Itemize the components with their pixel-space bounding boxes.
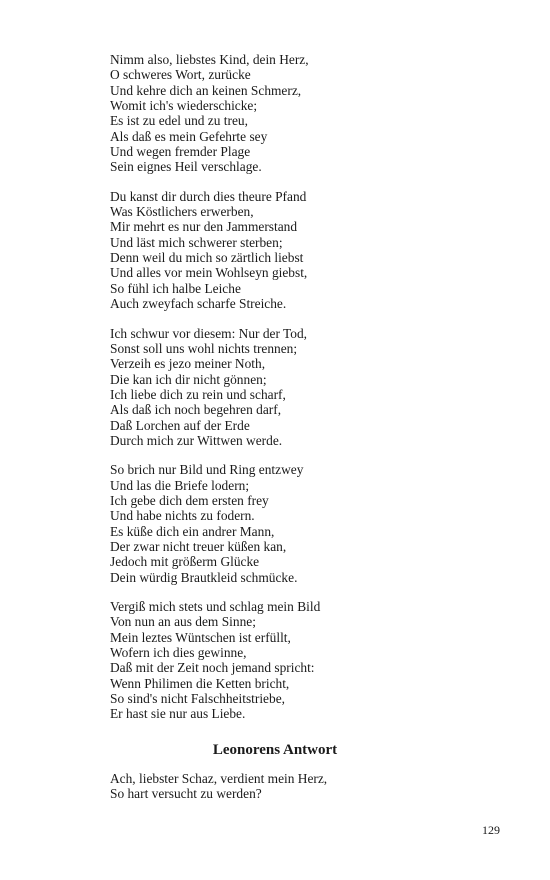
stanza-5 xyxy=(110,599,440,722)
stanza-4 xyxy=(110,462,440,585)
answer-stanza xyxy=(110,771,440,802)
poem-line: Auch zweyfach scharfe Streiche. xyxy=(110,296,287,312)
poem-line: Es ist zu edel und zu treu, xyxy=(110,113,248,129)
poem-line: Und läst mich schwerer sterben; xyxy=(110,234,283,250)
poem-line: Jedoch mit größerm Glücke xyxy=(110,554,260,570)
poem-line: Ich schwur vor diesem: Nur der Tod, xyxy=(110,325,308,341)
poem-line: Sonst soll uns wohl nichts trennen; xyxy=(110,340,298,356)
poem-heading: Leonorens Antwort xyxy=(212,741,338,758)
poem-line: Dein würdig Brautkleid schmücke. xyxy=(110,569,298,585)
poem-line: Als daß ich noch begehren darf, xyxy=(110,402,282,418)
poem-line: Ach, liebster Schaz, verdient mein Herz, xyxy=(110,770,328,786)
poem-line: So sind's nicht Falschheitstriebe, xyxy=(110,691,285,707)
poem-line: Mir mehrt es nur den Jammerstand xyxy=(110,219,298,235)
poem-line: Es küße dich ein andrer Mann, xyxy=(110,523,275,539)
poem-line: Und habe nichts zu fodern. xyxy=(110,508,255,524)
stanza-2 xyxy=(110,189,440,312)
poem-line: Die kan ich dir nicht gönnen; xyxy=(110,371,267,387)
poem-line: So brich nur Bild und Ring entzwey xyxy=(110,462,304,478)
poem-line: Durch mich zur Wittwen werde. xyxy=(110,432,283,448)
poem-line: So fühl ich halbe Leiche xyxy=(110,280,241,296)
poem-line: Er hast sie nur aus Liebe. xyxy=(110,706,246,722)
poem-text xyxy=(110,52,440,815)
poem-line: Verzeih es jezo meiner Noth, xyxy=(110,356,266,372)
poem-line: Mein leztes Wüntschen ist erfüllt, xyxy=(110,629,291,645)
poem-line: Wofern ich dies gewinne, xyxy=(110,645,247,661)
poem-line: Ich liebe dich zu rein und scharf, xyxy=(110,386,286,402)
poem-line: Und alles vor mein Wohlseyn giebst, xyxy=(110,265,308,281)
poem-line: Was Köstlichers erwerben, xyxy=(110,204,254,220)
poem-line: So hart versucht zu werden? xyxy=(110,786,262,802)
poem-line: Der zwar nicht treuer küßen kan, xyxy=(110,538,287,554)
poem-line: Als daß es mein Gefehrte sey xyxy=(110,128,268,144)
poem-line: Von nun an aus dem Sinne; xyxy=(110,614,256,630)
poem-line: Sein eignes Heil verschlage. xyxy=(110,159,262,175)
poem-line: Daß Lorchen auf der Erde xyxy=(110,417,250,433)
poem-line: Du kanst dir durch dies theure Pfand xyxy=(110,188,307,204)
poem-line: Womit ich's wiederschicke; xyxy=(110,98,258,114)
poem-line: Denn weil du mich so zärtlich liebst xyxy=(110,250,304,266)
page-number: 129 xyxy=(482,823,500,837)
poem-line: O schweres Wort, zurücke xyxy=(110,67,251,83)
poem-line: Und kehre dich an keinen Schmerz, xyxy=(110,82,302,98)
poem-line: Und wegen fremder Plage xyxy=(110,144,251,160)
stanza-3 xyxy=(110,326,440,449)
poem-line: Daß mit der Zeit noch jemand spricht: xyxy=(110,660,315,676)
poem-line: Und las die Briefe lodern; xyxy=(110,477,250,493)
poem-line: Ich gebe dich dem ersten frey xyxy=(110,492,269,508)
poem-line: Wenn Philimen die Ketten bricht, xyxy=(110,675,290,691)
stanza-1 xyxy=(110,52,440,175)
poem-line: Nimm also, liebstes Kind, dein Herz, xyxy=(110,52,309,67)
poem-line: Vergiß mich stets und schlag mein Bild xyxy=(110,599,321,614)
